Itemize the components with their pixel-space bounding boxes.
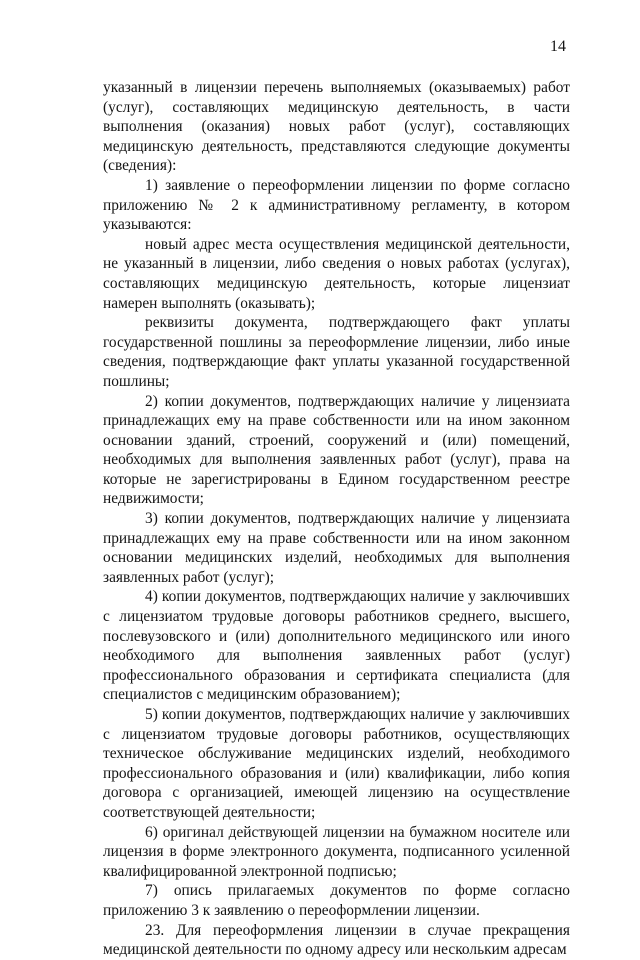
paragraph-new-address: новый адрес места осуществления медицинской деятельности, не указанный в лицензии, либо сведения о новых работах (услугах), составляющих медицинскую деятельность, которые лицензиат намерен выполнять (оказывать); [103,235,570,312]
document-body [103,78,570,960]
paragraph-item-3: 3) копии документов, подтверждающих наличие у лицензиата принадлежащих ему на праве собственности или на ином законном основании медицинских изделий, необходимых для выполнения заявленных работ (услуг); [103,510,570,586]
paragraph-item-4: 4) копии документов, подтверждающих наличие у заключивших с лицензиатом трудовые договоры работников среднего, высшего, послевузовского и (или) дополнительного медицинского или иного необходимого для выполнения заявленных работ (услуг) профессионального образования и сертификата специалиста (для специалистов с медицинским образованием); [103,588,570,704]
page-number: 14 [550,38,566,55]
paragraph-item-2: 2) копии документов, подтверждающих наличие у лицензиата принадлежащих ему на праве собственности или на ином законном основании зданий, строений, сооружений и (или) помещений, необходимых для выполнения заявленных работ (услуг), права на которые не зарегистрированы в Едином государственном реестре недвижимости; [103,392,570,508]
paragraph-item-6: 6) оригинал действующей лицензии на бумажном носителе или лицензия в форме электронного документа, подписанного усиленной квалифицированной электронной подписью; [103,823,570,880]
paragraph-item-5: 5) копии документов, подтверждающих наличие у заключивших с лицензиатом трудовые договоры работников, осуществляющих техническое обслуживание медицинских изделий, необходимого профессионального образования и (или) квалификации, либо копия договора с организацией, имеющей лицензию на осуществление соответствующей деятельности; [103,706,570,821]
paragraph-intro: указанный в лицензии перечень выполняемых (оказываемых) работ (услуг), составляющих медицинскую деятельность, в части выполнения (оказания) новых работ (услуг), составляющих медицинскую деятельность, представляются следующие документы (сведения): [103,79,570,175]
paragraph-item-7: 7) опись прилагаемых документов по форме согласно приложению 3 к заявлению о переоформлении лицензии. [103,882,570,919]
paragraph-section-23: 23. Для переоформления лицензии в случае прекращения медицинской деятельности по одному адресу или нескольким адресам [103,921,570,959]
paragraph-item-1: 1) заявление о переоформлении лицензии по форме согласно приложению № 2 к административному регламенту, в котором указываются: [103,176,570,234]
paragraph-payment-details: реквизиты документа, подтверждающего факт уплаты государственной пошлины за переоформление лицензии, либо иные сведения, подтверждающие факт уплаты указанной государственной пошлины; [103,314,570,390]
